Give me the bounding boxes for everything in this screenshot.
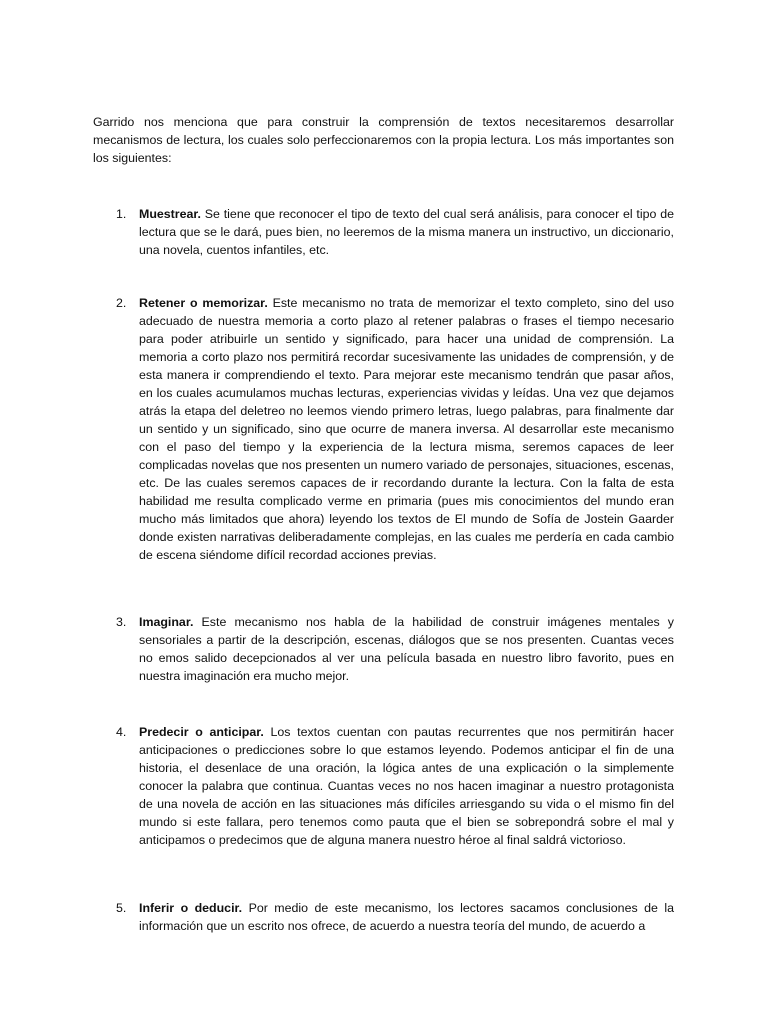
list-item-text: Se tiene que reconocer el tipo de texto del cual será análisis, para conocer el tipo de lectura que se le dará, pues bien, no leeremos de la misma manera un instructivo, un diccionario, una novela, cuentos infantiles, etc. xyxy=(139,207,674,257)
list-item-title: Imaginar. xyxy=(139,615,194,629)
list-item xyxy=(116,205,674,259)
list-item-number: 3. xyxy=(116,615,127,629)
list-item-title: Predecir o anticipar. xyxy=(139,725,264,739)
list-item xyxy=(116,294,674,564)
list-item-body xyxy=(139,899,674,935)
list-item-number: 5. xyxy=(116,901,127,915)
list-item-body xyxy=(139,205,674,259)
list-item-number: 4. xyxy=(116,725,127,739)
list-item-number: 2. xyxy=(116,296,127,310)
list-item xyxy=(116,723,674,849)
list-item-title: Muestrear. xyxy=(139,207,201,221)
list-item-text: Los textos cuentan con pautas recurrentes que nos permitirán hacer anticipaciones o predicciones sobre lo que estamos leyendo. Podemos anticipar el fin de una historia, el desenlace de una oración, la lógica antes de una explicación o la simplemente conocer la palabra que continua. Cuantas veces no nos hacen imaginar a nuestro protagonista de una novela de acción en las situaciones más difíciles arriesgando su vida o el mismo fin del mundo si este fallara, pero tenemos como pauta que el bien se sobrepondrá sobre el mal y anticipamos o predecimos que de alguna manera nuestro héroe al final saldrá victorioso. xyxy=(139,725,674,847)
list-item-text: Por medio de este mecanismo, los lectores sacamos conclusiones de la información que un escrito nos ofrece, de acuerdo a nuestra teoría del mundo, de acuerdo a xyxy=(139,901,674,933)
list-item-body xyxy=(139,723,674,849)
list-item-title: Inferir o deducir. xyxy=(139,901,243,915)
list-item-text: Este mecanismo nos habla de la habilidad de construir imágenes mentales y sensoriales a partir de la descripción, escenas, diálogos que se nos presenten. Cuantas veces no emos salido decepcionados al ver una película basada en nuestro libro favorito, pues en nuestra imaginación era mucho mejor. xyxy=(139,615,674,683)
list-item-body xyxy=(139,294,674,564)
list-item-text: Este mecanismo no trata de memorizar el texto completo, sino del uso adecuado de nuestra memoria a corto plazo al retener palabras o frases el tiempo necesario para poder atribuirle un sentido y significado, para hacer una unidad de comprensión. La memoria a corto plazo nos permitirá recordar sucesivamente las unidades de comprensión, y de esta manera ir comprendiendo el texto. Para mejorar este mecanismo tendrán que pasar años, en los cuales acumulamos muchas lecturas, experiencias vividas y leídas. Una vez que dejamos atrás la etapa del deletreo no leemos viendo primero letras, luego palabras, para finalmente dar un sentido y un significado, sino que ocurre de manera inversa. Al desarrollar este mecanismo con el paso del tiempo y la experiencia de la lectura misma, seremos capaces de leer complicadas novelas que nos presenten un numero variado de personajes, situaciones, escenas, etc. De las cuales seremos capaces de ir recordando durante la lectura. Con la falta de esta habilidad me resulta complicado verme en primaria (pues mis conocimientos del mundo eran mucho más limitados que ahora) leyendo los textos de El mundo de Sofía de Jostein Gaarder donde existen narrativas deliberadamente complejas, en las cuales me perdería en cada cambio de escena siéndome difícil recordad acciones previas. xyxy=(139,296,674,562)
list-item-number: 1. xyxy=(116,207,127,221)
list-item xyxy=(116,613,674,685)
list-item-title: Retener o memorizar. xyxy=(139,296,268,310)
list-item xyxy=(116,899,674,935)
list-item-body xyxy=(139,613,674,685)
intro-paragraph: Garrido nos menciona que para construir la comprensión de textos necesitaremos desarrollar mecanismos de lectura, los cuales solo perfeccionaremos con la propia lectura. Los más importantes son los siguientes: xyxy=(93,115,674,165)
